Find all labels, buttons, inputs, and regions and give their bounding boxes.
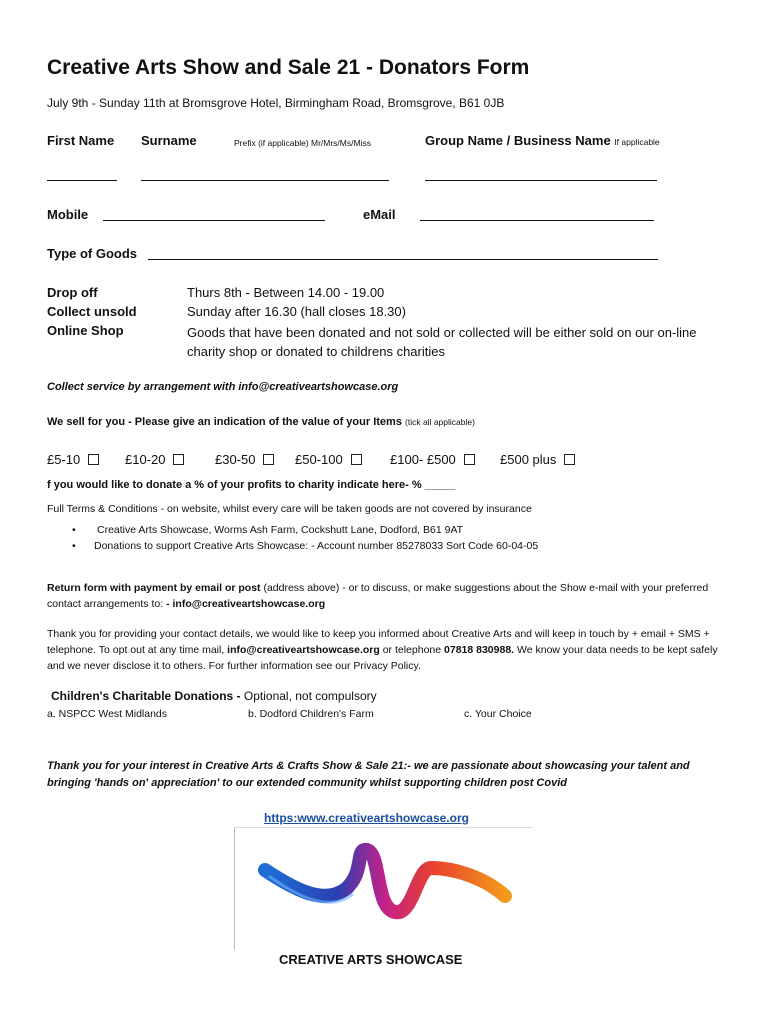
collect-unsold-label: Collect unsold	[47, 304, 137, 319]
ribbon-logo-icon	[235, 828, 533, 950]
group-hint: If applicable	[614, 137, 660, 147]
checkbox[interactable]	[88, 454, 99, 465]
type-of-goods-field[interactable]	[148, 259, 658, 260]
price-option[interactable]: £500 plus	[500, 452, 575, 467]
checkbox[interactable]	[464, 454, 475, 465]
surname-field[interactable]	[141, 180, 389, 181]
checkbox[interactable]	[173, 454, 184, 465]
charity-option-b[interactable]: b. Dodford Children's Farm	[248, 708, 374, 720]
drop-off-text: Thurs 8th - Between 14.00 - 19.00	[187, 285, 385, 300]
collect-service-note: Collect service by arrangement with info@creativeartshowcase.org	[47, 381, 399, 393]
bullet-address: Creative Arts Showcase, Worms Ash Farm, Cockshutt Lane, Dodford, B61 9AT	[97, 524, 464, 536]
sell-heading: We sell for you - Please give an indication of the value of your Items (tick all applicable)	[47, 416, 475, 428]
drop-off-label: Drop off	[47, 285, 98, 300]
terms-line: Full Terms & Conditions - on website, whilst every care will be taken goods are not covered by insurance	[47, 503, 532, 515]
mobile-field[interactable]	[103, 220, 325, 221]
checkbox[interactable]	[564, 454, 575, 465]
donate-percent-line[interactable]: f you would like to donate a % of your profits to charity indicate here- % _____	[47, 479, 456, 491]
online-shop-label: Online Shop	[47, 323, 124, 338]
price-option[interactable]: £10-20	[125, 452, 184, 467]
prefix-hint: Prefix (if applicable) Mr/Mrs/Ms/Miss	[234, 138, 371, 148]
charity-option-c[interactable]: c. Your Choice	[464, 708, 532, 720]
group-name-field[interactable]	[425, 180, 657, 181]
type-of-goods-label: Type of Goods	[47, 246, 138, 261]
checkbox[interactable]	[263, 454, 274, 465]
logo-caption: CREATIVE ARTS SHOWCASE	[279, 952, 463, 967]
price-option[interactable]: £30-50	[215, 452, 274, 467]
email-field[interactable]	[420, 220, 654, 221]
price-option[interactable]: £50-100	[295, 452, 362, 467]
mobile-label: Mobile	[47, 207, 89, 222]
surname-label: Surname	[141, 133, 197, 148]
page-title: Creative Arts Show and Sale 21 - Donators Form	[47, 56, 530, 79]
price-option[interactable]: £100- £500	[390, 452, 475, 467]
privacy-notice: Thank you for providing your contact details, we would like to keep you informed about Creative Arts and will keep in touch by + email + SMS + telephone. To opt out at any time mail, info@creativeartshowcase.org or telephone 07818 830988. We know your data needs to be kept safely and we never disclose it to others. For further information see our Privacy Policy.	[47, 628, 718, 672]
bullet-icon: •	[72, 524, 76, 536]
price-option[interactable]: £5-10	[47, 452, 99, 467]
email-label: eMail	[363, 207, 396, 222]
checkbox[interactable]	[351, 454, 362, 465]
event-details: July 9th - Sunday 11th at Bromsgrove Hotel, Birmingham Road, Bromsgrove, B61 0JB	[47, 96, 505, 110]
first-name-field[interactable]	[47, 180, 117, 181]
first-name-label: First Name	[47, 133, 115, 148]
collect-unsold-text: Sunday after 16.30 (hall closes 18.30)	[187, 304, 406, 319]
thank-you-message: Thank you for your interest in Creative Arts & Crafts Show & Sale 21:- we are passionate about showcasing your talent and bringing 'hands on' appreciation' to our extended community whilst supporting children post Covid	[47, 760, 690, 789]
return-instructions: Return form with payment by email or post (address above) - or to discuss, or make suggestions about the Show e-mail with your preferred contact arrangements to: - info@creativeartshowcase.org	[47, 582, 709, 610]
bullet-account: Donations to support Creative Arts Showcase: - Account number 85278033 Sort Code 60-04-05	[94, 540, 539, 552]
charity-option-a[interactable]: a. NSPCC West Midlands	[47, 708, 168, 720]
online-shop-text: Goods that have been donated and not sold or collected will be either sold on our on-line charity shop or donated to childrens charities	[187, 325, 697, 359]
group-name-label: Group Name / Business Name If applicable	[425, 133, 660, 148]
sell-hint: (tick all applicable)	[405, 417, 475, 427]
bullet-icon: •	[72, 540, 76, 552]
website-link[interactable]: https:www.creativeartshowcase.org	[264, 811, 469, 825]
logo-image	[234, 827, 533, 950]
charity-heading: Children's Charitable Donations - Optional, not compulsory	[51, 689, 377, 703]
